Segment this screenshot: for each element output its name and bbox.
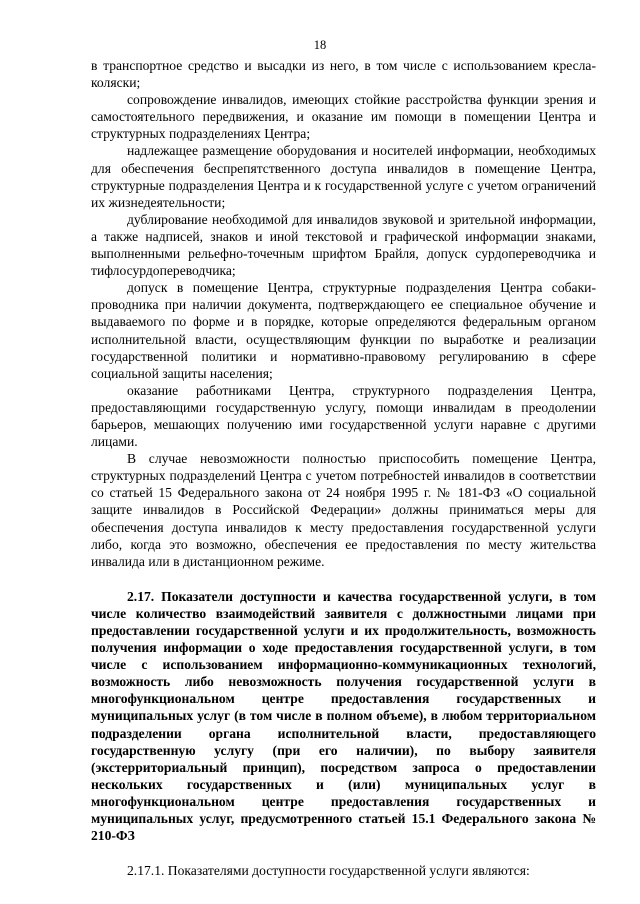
paragraph-duplication: дублирование необходимой для инвалидов звуковой и зрительной информации, а также надписей, знаков и иной текстовой и графической информации знаками, выполненными рельефно-точечным шрифтом Брайля, допуск сурдопереводчика и тифлосурдопереводчика; (91, 211, 596, 279)
paragraph-escort: сопровождение инвалидов, имеющих стойкие расстройства функции зрения и самостоятельного передвижения, и оказание им помощи в помещении Центра и структурных подразделениях Центра; (91, 92, 596, 142)
paragraph-staff-assistance: оказание работниками Центра, структурного подразделения Центра, предоставляющими государственную услугу, помощи инвалидам в преодолении барьеров, мешающих получению ими государственной услуги наравне с другими лицами. (91, 382, 596, 450)
subsection-2-17-1: 2.17.1. Показателями доступности государственной услуги являются: (127, 863, 530, 879)
body-text (91, 57, 596, 879)
paragraph-guide-dog: допуск в помещение Центра, структурные подразделения Центра собаки-проводника при наличии документа, подтверждающего ее специальное обучение и выдаваемого по форме и в порядке, которые определяются федеральным органом исполнительной власти, осуществляющим функции по выработке и реализации государственной политики и нормативно-правовому регулированию в сфере социальной защиты населения; (91, 280, 596, 381)
paragraph-equipment: надлежащее размещение оборудования и носителей информации, необходимых для обеспечения беспрепятственного доступа инвалидов в помещение Центра, структурные подразделения Центра и к государственной услуге с учетом ограничений их жизнедеятельности; (91, 143, 596, 210)
section-heading-2-17: 2.17. Показатели доступности и качества государственной услуги, в том числе количество взаимодействий заявителя с должностными лицами при предоставлении государственной услуги и их продолжительность, возможность получения информации о ходе предоставления государственной услуги, в том числе с использованием информационно-коммуникационных технологий, возможность либо невозможность получения государственной услуги в многофункциональном центре предоставления государственных и муниципальных услуг (в том числе в полном объеме), в любом территориальном подразделении органа исполнительной власти, предоставляющего государственную услугу (при его наличии), по выбору заявителя (экстерриториальный принцип), посредством запроса о предоставлении нескольких государственных и (или) муниципальных услуг в многофункциональном центре предоставления государственных и муниципальных услуг, предусмотренного статьей 15.1 Федерального закона № 210-ФЗ (91, 588, 596, 844)
paragraph-impossibility: В случае невозможности полностью приспособить помещение Центра, структурных подразделений Центра с учетом потребностей инвалидов в соответствии со статьей 15 Федерального закона от 24 ноября 1995 г. № 181-ФЗ «О социальной защите инвалидов в Российской Федерации» должны приниматься меры для обеспечения доступа инвалидов к месту предоставления государственной услуги либо, когда это возможно, обеспечения ее предоставления по месту жительства инвалида или в дистанционном режиме. (91, 451, 596, 569)
paragraph-transport: в транспортное средство и высадки из него, в том числе с использованием кресла-коляски; (91, 58, 596, 91)
page-number: 18 (313, 38, 327, 52)
